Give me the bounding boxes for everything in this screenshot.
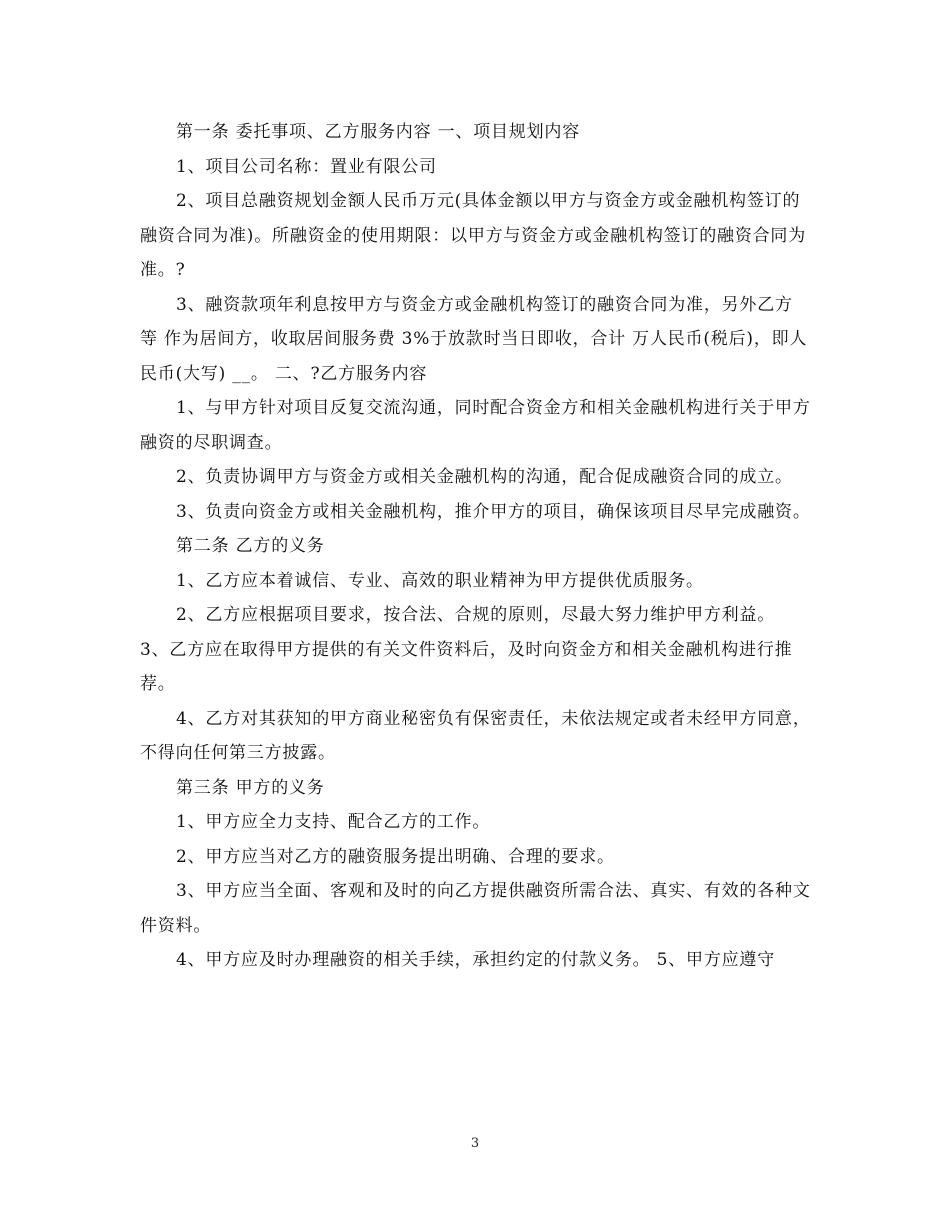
paragraph-party-b-duty-1: 1、乙方应本着诚信、专业、高效的职业精神为甲方提供优质服务。 <box>176 570 704 591</box>
section-heading-3: 第三条 甲方的义务 <box>176 777 325 798</box>
paragraph-party-b-duty-2: 2、乙方应根据项目要求，按合法、合规的原则，尽最大努力维护甲方利益。 <box>176 605 776 625</box>
paragraph-interest-fee: 3、融资款项年利息按甲方与资金方或金融机构签订的融资合同为准，另外乙方 等 作为居间方，收取居间服务费 3%于放款时当日即收，合计 万人民币(税后)，即人民币(大写) __。 二、?乙方服务内容 <box>140 294 808 384</box>
paragraph-project-company: 1、项目公司名称：置业有限公司 <box>176 156 437 177</box>
document-body <box>140 115 812 978</box>
paragraph-party-a-duty-3: 3、甲方应当全面、客观和及时的向乙方提供融资所需合法、真实、有效的各种文件资料。 <box>140 881 811 936</box>
paragraph-party-b-duty-3: 3、乙方应在取得甲方提供的有关文件资料后，及时向资金方和相关金融机构进行推荐。 <box>140 639 793 694</box>
paragraph-service-3: 3、负责向资金方或相关金融机构，推介甲方的项目，确保该项目尽早完成融资。 <box>176 501 811 522</box>
paragraph-financing-amount: 2、项目总融资规划金额人民币万元(具体金额以甲方与资金方或金融机构签订的融资合同为准)。所融资金的使用期限：以甲方与资金方或金融机构签订的融资合同为准。? <box>140 191 807 280</box>
paragraph-service-1: 1、与甲方针对项目反复交流沟通，同时配合资金方和相关金融机构进行关于甲方融资的尽职调查。 <box>140 398 811 453</box>
paragraph-service-2: 2、负责协调甲方与资金方或相关金融机构的沟通，配合促成融资合同的成立。 <box>176 467 793 487</box>
page-number: 3 <box>470 1136 480 1151</box>
paragraph-party-a-duty-2: 2、甲方应当对乙方的融资服务提出明确、合理的要求。 <box>176 846 615 867</box>
section-heading-1: 第一条 委托事项、乙方服务内容 一、项目规划内容 <box>176 122 581 142</box>
paragraph-party-a-duty-1: 1、甲方应全力支持、配合乙方的工作。 <box>176 812 491 832</box>
paragraph-party-b-duty-4: 4、乙方对其获知的甲方商业秘密负有保密责任，未依法规定或者未经甲方同意，不得向任何第三方披露。 <box>140 708 811 763</box>
section-heading-2: 第二条 乙方的义务 <box>176 536 325 556</box>
paragraph-party-a-duty-4-5: 4、甲方应及时办理融资的相关手续，承担约定的付款义务。 5、甲方应遵守 <box>176 950 776 970</box>
